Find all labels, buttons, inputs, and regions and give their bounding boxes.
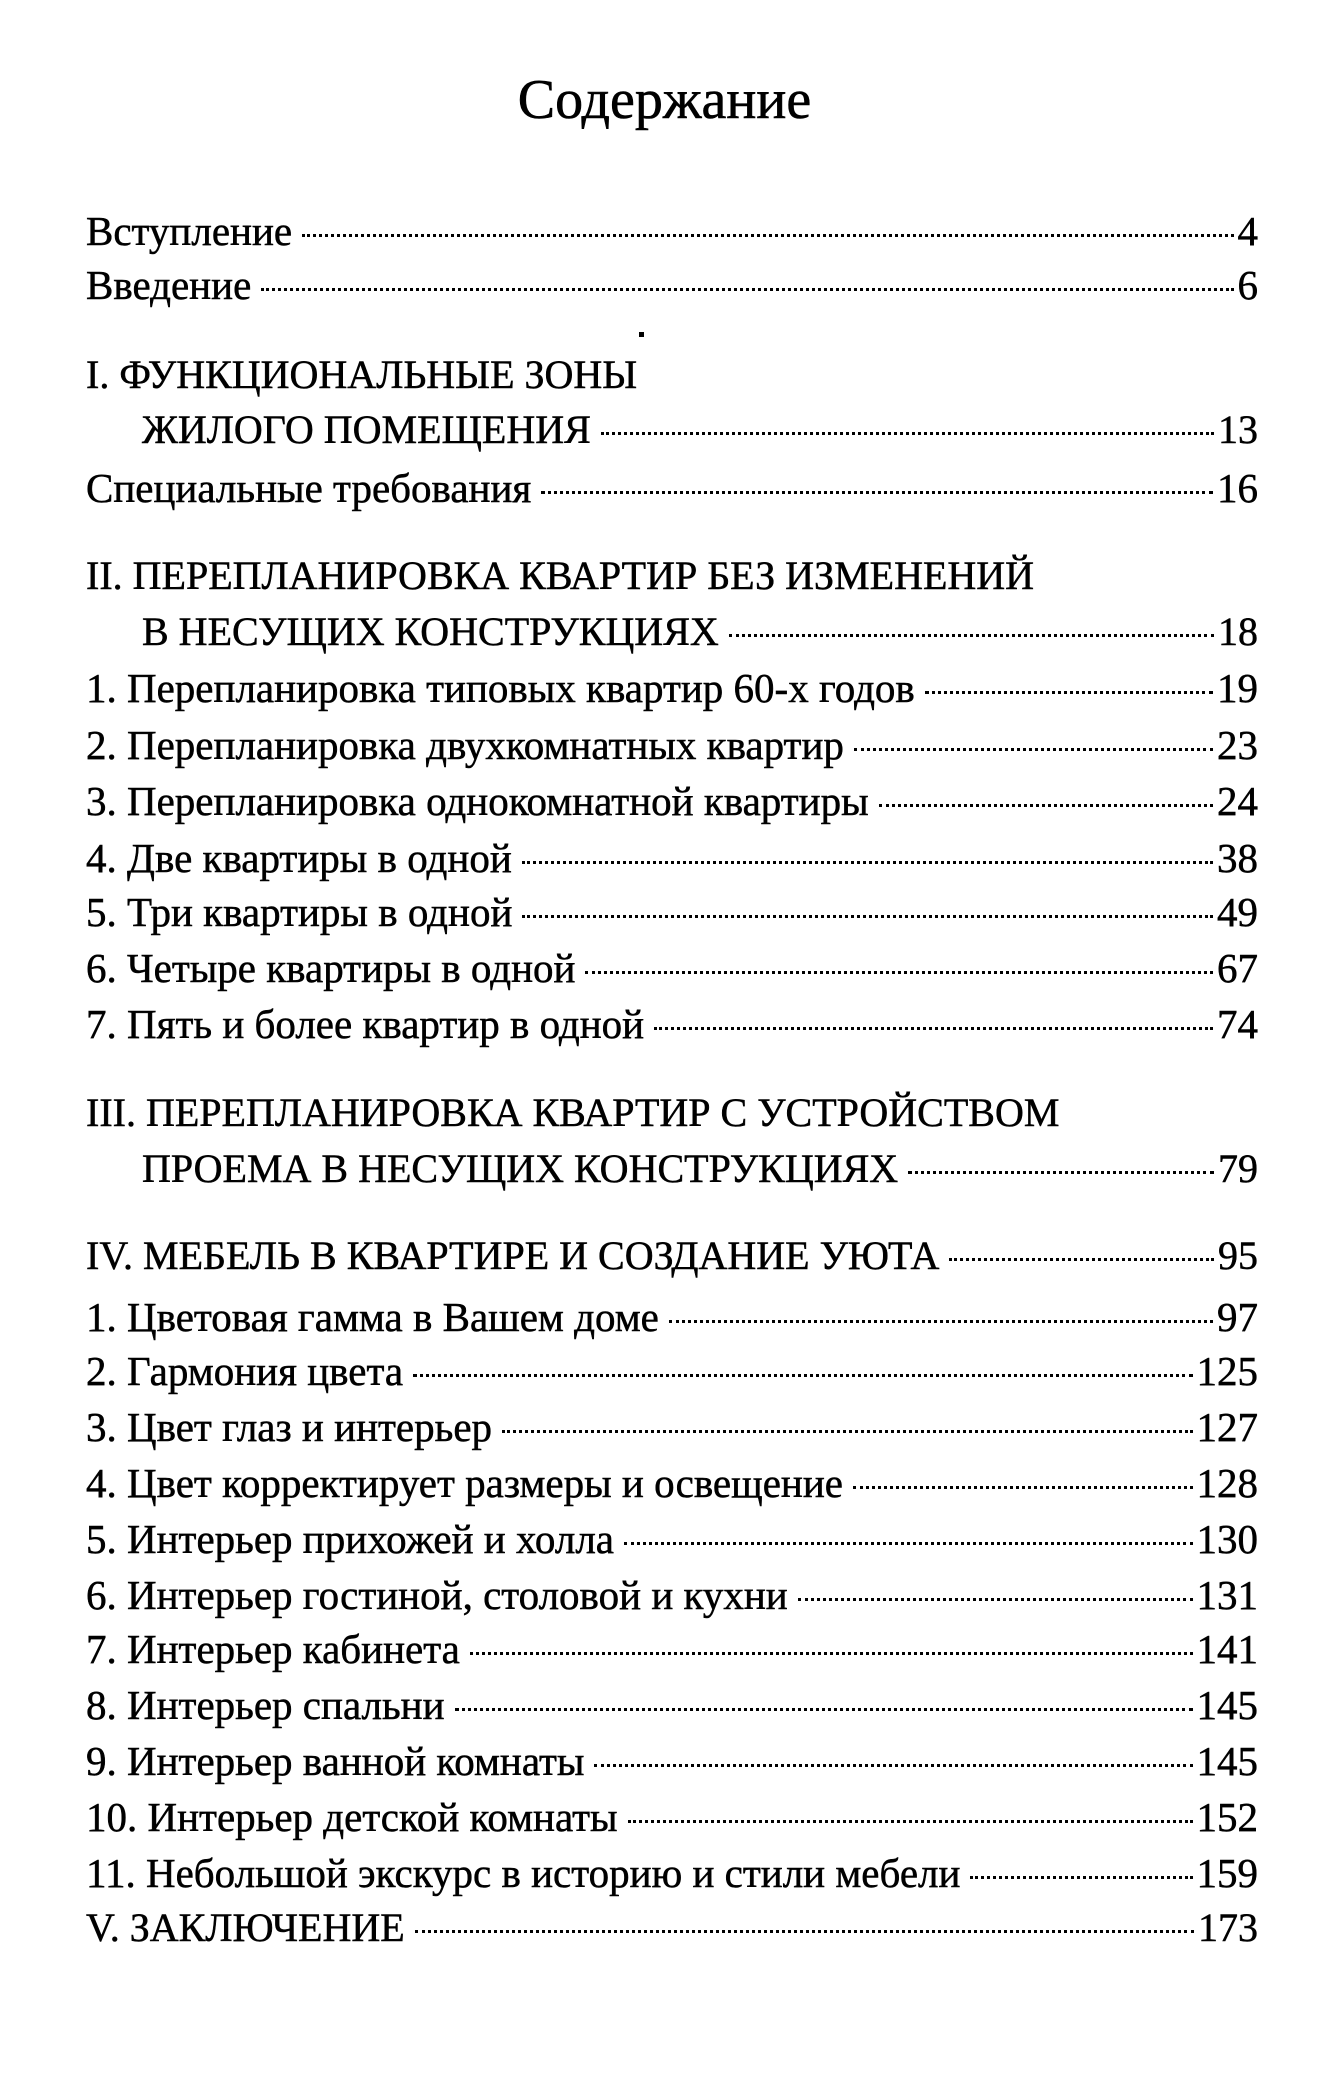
toc-entry-title: 3. Цвет глаз и интерьер (86, 1404, 493, 1450)
toc-entry-title: 1. Перепланировка типовых квартир 60-х годов (86, 665, 915, 711)
toc-entry (86, 1230, 1258, 1282)
dot-leader (522, 915, 1213, 918)
toc-entry-title: 9. Интерьер ванной комнаты (86, 1738, 585, 1784)
toc-entry-title: ПРОЕМА В НЕСУЩИХ КОНСТРУКЦИЯХ (142, 1146, 899, 1191)
toc-entry (86, 886, 1258, 938)
dot-leader (729, 634, 1214, 637)
toc-entry-title: 3. Перепланировка однокомнатной квартиры (86, 778, 869, 824)
dot-leader (594, 1764, 1192, 1767)
toc-entry-title: 1. Цветовая гамма в Вашем доме (86, 1294, 659, 1340)
dot-leader (854, 748, 1213, 751)
toc-entry-title: ЖИЛОГО ПОМЕЩЕНИЯ (142, 407, 591, 452)
toc-entry-page: 49 (1217, 889, 1258, 935)
toc-entry-title: 4. Цвет корректирует размеры и освещение (86, 1460, 843, 1506)
toc-entry-title: В НЕСУЩИХ КОНСТРУКЦИЯХ (142, 609, 719, 654)
toc-entry-title: 8. Интерьер спальни (86, 1682, 445, 1728)
toc-entry (86, 550, 1258, 602)
toc-entry (86, 1513, 1258, 1565)
dot-leader (261, 288, 1233, 291)
toc-entry-page: 159 (1196, 1850, 1258, 1896)
toc-entry-page: 23 (1217, 722, 1258, 768)
toc-entry-page: 4 (1237, 208, 1258, 254)
toc-entry (86, 1291, 1258, 1343)
toc-entry-page: 13 (1218, 407, 1258, 452)
dot-leader (541, 491, 1213, 494)
toc-entry-title: 4. Две квартиры в одной (86, 835, 512, 881)
toc-entry-title: 7. Пять и более квартир в одной (86, 1001, 645, 1047)
toc-entry-title: Введение (86, 262, 252, 308)
toc-entry-page: 67 (1217, 945, 1258, 991)
toc-entry-title: 5. Интерьер прихожей и холла (86, 1516, 614, 1562)
dot-leader (798, 1598, 1193, 1601)
dot-leader (470, 1652, 1193, 1655)
dot-leader (669, 1320, 1213, 1323)
toc-entry (86, 1902, 1258, 1954)
toc-entry (142, 1143, 1258, 1195)
toc-entry-page: 127 (1196, 1404, 1258, 1450)
toc-entry (86, 349, 1258, 401)
dot-leader (879, 804, 1213, 807)
dot-leader (624, 1542, 1193, 1545)
toc-entry-page: 131 (1196, 1572, 1258, 1618)
toc-entry-page: 173 (1198, 1905, 1258, 1950)
toc-entry-page: 95 (1218, 1233, 1258, 1278)
toc-entry (86, 1623, 1258, 1675)
dot-leader (502, 1430, 1192, 1433)
toc-entry-page: 16 (1217, 465, 1258, 511)
toc-entry (86, 1735, 1258, 1787)
toc-entry-title: 10. Интерьер детской комнаты (86, 1794, 618, 1840)
toc-entry-page: 38 (1217, 835, 1258, 881)
toc-entry-page: 125 (1196, 1348, 1258, 1394)
toc-entry (86, 942, 1258, 994)
dot-leader (908, 1171, 1214, 1174)
toc-entry (86, 719, 1258, 771)
toc-entry (86, 259, 1258, 311)
toc-entry-page: 18 (1218, 609, 1258, 654)
toc-entry (86, 662, 1258, 714)
toc-entry-title: Специальные требования (86, 465, 532, 511)
dot-leader (302, 234, 1233, 237)
toc-entry-page: 130 (1196, 1516, 1258, 1562)
toc-entry (86, 1569, 1258, 1621)
toc-entry-page: 141 (1196, 1626, 1258, 1672)
toc-entry-page: 152 (1196, 1794, 1258, 1840)
toc-entry-page: 97 (1217, 1294, 1258, 1340)
toc-entry-title: Вступление (86, 208, 293, 254)
toc-entry-page: 128 (1196, 1460, 1258, 1506)
toc-entry-title: 5. Три квартиры в одной (86, 889, 513, 935)
dot-leader (970, 1876, 1192, 1879)
toc-entry (86, 1345, 1258, 1397)
dot-leader (925, 691, 1213, 694)
toc-entry (86, 832, 1258, 884)
toc-entry-title: 6. Четыре квартиры в одной (86, 945, 576, 991)
toc-entry (86, 1457, 1258, 1509)
toc-entry-title: III. ПЕРЕПЛАНИРОВКА КВАРТИР С УСТРОЙСТВОМ (86, 1090, 1060, 1135)
toc-entry (86, 1791, 1258, 1843)
toc-entry (86, 1401, 1258, 1453)
toc-entry-title: 2. Гармония цвета (86, 1348, 404, 1394)
dot-leader (853, 1486, 1193, 1489)
dot-leader (601, 432, 1214, 435)
toc-entry-title: V. ЗАКЛЮЧЕНИЕ (86, 1905, 405, 1950)
toc-entry-title: IV. МЕБЕЛЬ В КВАРТИРЕ И СОЗДАНИЕ УЮТА (86, 1233, 940, 1278)
dot-leader (628, 1820, 1193, 1823)
toc-entry (142, 404, 1258, 456)
toc-entry-page: 79 (1218, 1146, 1258, 1191)
toc-entry-title: I. ФУНКЦИОНАЛЬНЫЕ ЗОНЫ (86, 352, 638, 397)
toc-entry-title: 2. Перепланировка двухкомнатных квартир (86, 722, 844, 768)
dot-leader (455, 1708, 1193, 1711)
toc-entry-page: 145 (1196, 1682, 1258, 1728)
dot-leader (522, 861, 1213, 864)
dot-leader (949, 1258, 1214, 1261)
toc-entry (86, 1679, 1258, 1731)
toc-entry-page: 6 (1237, 262, 1258, 308)
toc-entry (142, 606, 1258, 658)
toc-entry-title: II. ПЕРЕПЛАНИРОВКА КВАРТИР БЕЗ ИЗМЕНЕНИЙ (86, 553, 1035, 598)
toc-entry-page: 19 (1217, 665, 1258, 711)
dot-leader (654, 1027, 1213, 1030)
dot-leader (585, 971, 1213, 974)
toc-entry (86, 775, 1258, 827)
toc-entry (86, 1847, 1258, 1899)
toc-entry-title: 11. Небольшой экскурс в историю и стили мебели (86, 1850, 961, 1896)
page-title: Содержание (517, 69, 812, 131)
toc-entry-title: 6. Интерьер гостиной, столовой и кухни (86, 1572, 788, 1618)
toc-entry (86, 1087, 1258, 1139)
toc-entry-page: 145 (1196, 1738, 1258, 1784)
toc-entry-page: 74 (1217, 1001, 1258, 1047)
toc-entry (86, 205, 1258, 257)
toc-entry (86, 462, 1258, 514)
toc-entry-title: 7. Интерьер кабинета (86, 1626, 460, 1672)
dot-leader (413, 1374, 1192, 1377)
dot-leader (415, 1930, 1194, 1933)
toc-entry (86, 998, 1258, 1050)
scan-speck (639, 332, 644, 337)
toc-entry-page: 24 (1217, 778, 1258, 824)
